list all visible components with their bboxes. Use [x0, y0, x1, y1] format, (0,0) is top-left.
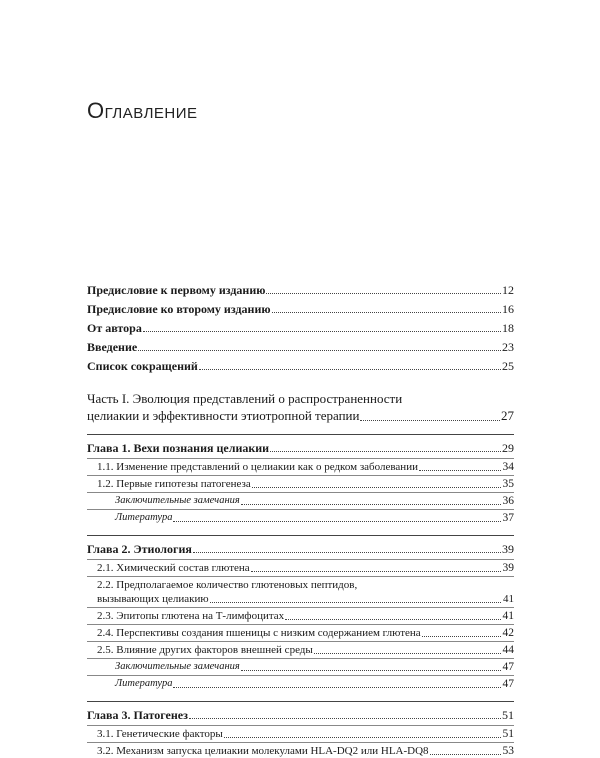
leader-dots [210, 602, 501, 603]
leader-dots [270, 451, 501, 452]
toc-entry-page: 42 [502, 627, 514, 639]
toc-entry-abbreviations[interactable] [87, 359, 514, 373]
toc-entry-page: 39 [502, 562, 514, 574]
leader-dots [189, 718, 501, 719]
section-title: 2.4. Перспективы создания пшеницы с низким содержанием глютена [97, 627, 421, 639]
toc-section-2-2[interactable] [87, 576, 514, 606]
section-title-line2: вызывающих целиакию [97, 593, 209, 605]
toc-section-3-1[interactable] [87, 725, 514, 741]
chapter-title: Глава 1. Вехи познания целиакии [87, 441, 270, 455]
toc-entry-page: 16 [502, 302, 514, 316]
toc-chapter-3-heading[interactable] [87, 708, 514, 722]
toc-entry-page: 29 [502, 441, 514, 455]
leader-dots [173, 521, 501, 522]
page-title: Оглавление [87, 98, 198, 123]
toc-chapter-1-heading[interactable] [87, 441, 514, 455]
toc-entry-label: Введение [87, 340, 138, 354]
toc-section-2-5[interactable] [87, 641, 514, 657]
section-title: 2.5. Влияние других факторов внешней среды [97, 644, 313, 656]
toc-entry-label: Предисловие ко второму изданию [87, 302, 271, 316]
section-title: 1.1. Изменение представлений о целиакии как о редком заболевании [97, 461, 418, 473]
toc-entry-page: 25 [502, 359, 514, 373]
section-title: 3.1. Генетические факторы [97, 728, 223, 740]
toc-entry-page: 35 [502, 478, 514, 490]
toc-entry-page: 36 [502, 495, 514, 507]
toc-entry-introduction[interactable] [87, 340, 514, 354]
toc-chapter-1-notes[interactable] [87, 492, 514, 508]
section-title: 2.3. Эпитопы глютена на Т-лимфоцитах [97, 610, 285, 622]
leader-dots [272, 312, 501, 313]
toc-entry-page: 41 [502, 610, 514, 622]
leader-dots [360, 420, 500, 421]
leader-dots [241, 504, 501, 505]
leader-dots [138, 350, 501, 351]
toc-section-2-4[interactable] [87, 624, 514, 640]
leader-dots [252, 487, 501, 488]
toc-entry-page: 47 [502, 661, 514, 673]
toc-entry-page: 27 [501, 408, 514, 423]
toc-section-2-3[interactable] [87, 607, 514, 623]
toc-chapter-2-references[interactable] [87, 675, 514, 691]
chapter-title: Глава 3. Патогенез [87, 708, 188, 722]
section-title: Заключительные замечания [115, 495, 240, 506]
part-title-line1: Часть I. Эволюция представлений о распространенности [87, 391, 403, 406]
toc-entry-preface-first[interactable] [87, 283, 514, 297]
toc-entry-page: 51 [502, 708, 514, 722]
leader-dots [199, 369, 501, 370]
toc-chapter-2-heading[interactable] [87, 542, 514, 556]
toc-chapter-3 [87, 701, 514, 758]
toc-section-3-2[interactable] [87, 742, 514, 758]
toc-entry-page: 12 [502, 283, 514, 297]
leader-dots [419, 470, 501, 471]
toc-section-1-2[interactable] [87, 475, 514, 491]
leader-dots [251, 571, 501, 572]
toc-entry-page: 37 [502, 512, 514, 524]
toc-entry-label: Список сокращений [87, 359, 198, 373]
leader-dots [143, 331, 501, 332]
toc-entry-preface-second[interactable] [87, 302, 514, 316]
toc-chapter-2 [87, 535, 514, 691]
part-title-line2: целиакии и эффективности этиотропной терапии [87, 408, 360, 423]
section-title: Литература [115, 512, 173, 523]
toc-chapter-1 [87, 434, 514, 525]
toc-entry-page: 47 [502, 678, 514, 690]
toc-chapter-1-references[interactable] [87, 509, 514, 525]
toc-entry-label: От автора [87, 321, 142, 335]
leader-dots [422, 636, 501, 637]
section-title: 1.2. Первые гипотезы патогенеза [97, 478, 251, 490]
toc-entry-page: 23 [502, 340, 514, 354]
toc-entry-page: 18 [502, 321, 514, 335]
toc-entry-from-author[interactable] [87, 321, 514, 335]
table-of-contents [87, 283, 514, 758]
toc-chapter-2-notes[interactable] [87, 658, 514, 674]
section-title-line1: 2.2. Предполагаемое количество глютеновых пептидов, [97, 579, 358, 591]
section-title: 3.2. Механизм запуска целиакии молекулами HLA-DQ2 или HLA-DQ8 [97, 745, 429, 757]
toc-section-1-1[interactable] [87, 458, 514, 474]
leader-dots [266, 293, 501, 294]
leader-dots [193, 552, 501, 553]
section-title: 2.1. Химический состав глютена [97, 562, 250, 574]
leader-dots [173, 687, 501, 688]
toc-part-1[interactable] [87, 390, 514, 424]
leader-dots [241, 670, 501, 671]
toc-entry-page: 44 [502, 644, 514, 656]
toc-entry-page: 34 [502, 461, 514, 473]
toc-section-2-1[interactable] [87, 559, 514, 575]
toc-entry-label: Предисловие к первому изданию [87, 283, 266, 297]
toc-entry-page: 53 [502, 745, 514, 757]
toc-entry-page: 41 [503, 593, 514, 605]
leader-dots [430, 754, 501, 755]
toc-entry-page: 39 [502, 542, 514, 556]
leader-dots [285, 619, 501, 620]
chapter-title: Глава 2. Этиология [87, 542, 192, 556]
toc-entry-page: 51 [502, 728, 514, 740]
section-title: Литература [115, 678, 173, 689]
section-title: Заключительные замечания [115, 661, 240, 672]
leader-dots [314, 653, 501, 654]
leader-dots [224, 737, 501, 738]
